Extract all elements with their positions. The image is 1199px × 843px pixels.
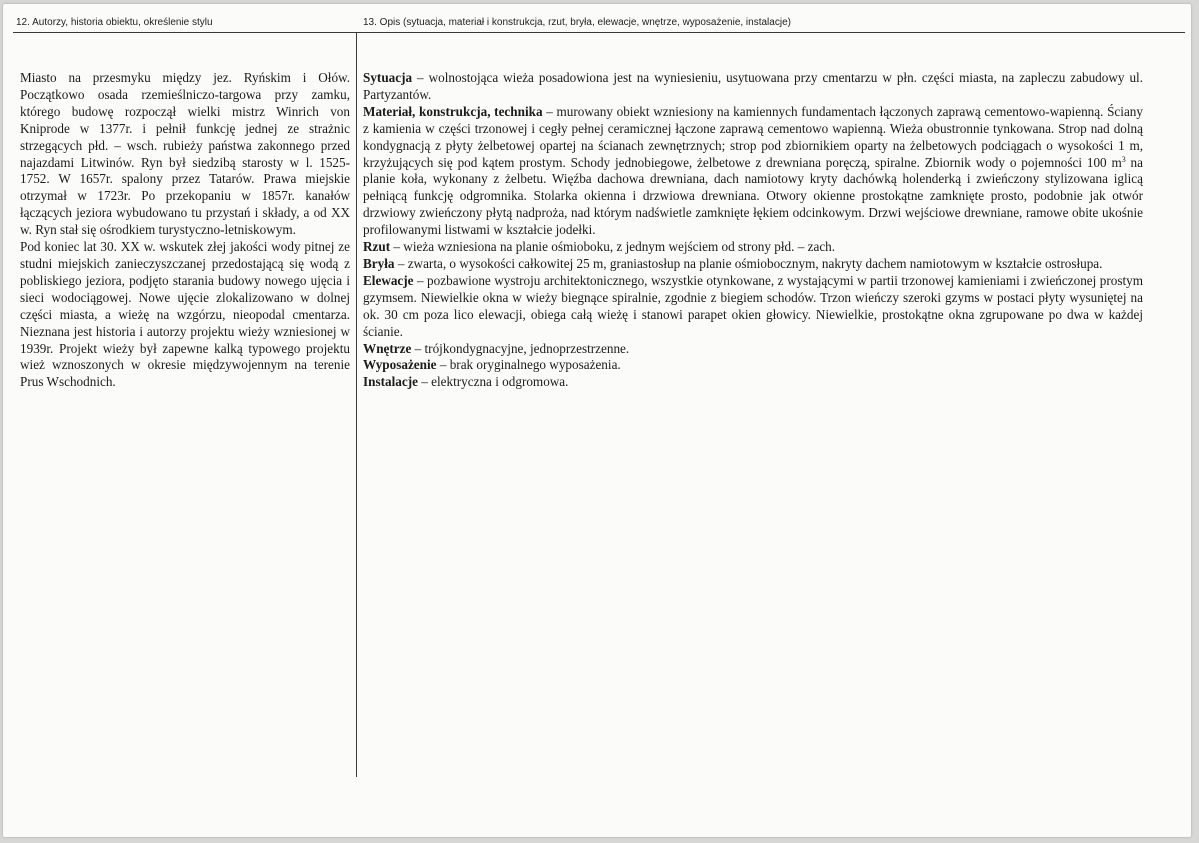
elewacje-label: Elewacje — [363, 272, 414, 288]
description-sytuacja — [363, 70, 1143, 104]
header-divider — [13, 32, 1185, 33]
wnetrze-text: – trójkondygnacyjne, jednoprzestrzenne. — [411, 340, 630, 356]
material-text-a: – murowany obiekt wzniesiony na kamiennych fundamentach łączonych zaprawą cementowo-wapienną. Ściany z kamienia w części trzonowej i cegły pełnej ceramicznej łączone zaprawą cementowo wapienną. Wieża obustronnie tynkowana. Strop nad dolną kondygnacją z płyty żelbetowej opartej na ścianach zewnętrznych; strop pod zbiornikiem oparty na żelbetowych podciągach o wysokości 1 m, krzyżujących się pod kątem prostym. Schody jednobiegowe, żelbetowe z drewniana poręczą, spiralne. Zbiornik wody o pojemności 100 m — [363, 103, 1143, 170]
history-paragraph-2: Pod koniec lat 30. XX w. wskutek złej jakości wody pitnej ze studni miejskich zanieczyszczanej przedostającą się wodą z pobliskiego jeziora, podjęto starania budowy nowego ujęcia i sieci wodociągowej. Nowe ujęcie zlokalizowano w dolnej części miasta, a wieżę na wzgórzu, nieopodal cmentarza. Nieznana jest historia i autorzy projektu wieży wzniesionej w 1939r. Projekt wieży był zapewne kalką typowego projektu wież wznoszonych w okresie międzywojennym na terenie Prus Wschodnich. — [20, 239, 350, 390]
rzut-text: – wieża wzniesiona na planie ośmioboku, z jednym wejściem od strony płd. – zach. — [390, 239, 836, 255]
description-elewacje — [363, 273, 1143, 341]
document-page — [3, 4, 1191, 837]
wnetrze-label: Wnętrze — [363, 340, 412, 356]
elewacje-text: – pozbawione wystroju architektonicznego, wszystkie otynkowane, z wystającymi w partii trzonowej kamieniami i zwieńczonej prostym gzymsem. Niewielkie okna w wieży biegnące spiralnie, zgodnie z biegiem schodów. Trzon wieńczy szeroki gzyms w postaci płyty wysuniętej na ok. 30 cm poza lico elewacji, obiega całą wieżę i stanowi parapet okien głowicy. Niewielkie, prostokątne okna zgrupowane po dwa w każdej ścianie. — [363, 272, 1143, 339]
section-13-header: 13. Opis (sytuacja, materiał i konstrukcja, rzut, bryła, elewacje, wnętrze, wyposażenie, instalacje) — [363, 17, 791, 28]
sytuacja-label: Sytuacja — [363, 70, 413, 85]
rzut-label: Rzut — [363, 239, 391, 255]
column-divider — [356, 32, 357, 777]
bryla-text: – zwarta, o wysokości całkowitej 25 m, graniastosłup na planie ośmiobocznym, nakryty dachem namiotowym w kształcie ostrosłupa. — [394, 255, 1103, 271]
description-material — [363, 104, 1143, 239]
material-label: Materiał, konstrukcja, technika — [363, 103, 543, 119]
instalacje-label: Instalacje — [363, 374, 418, 390]
description-wnetrze — [363, 341, 1143, 358]
description-rzut — [363, 239, 1143, 256]
description-wyposazenie — [363, 357, 1143, 374]
history-column — [20, 70, 350, 391]
material-text-b: na planie koła, wykonany z żelbetu. Więźba dachowa drewniana, dach namiotowy kryty dachówką holenderką i zwieńczony stylizowana iglicą pełniącą funkcję odgromnika. Stolarka okienna i drzwiowa drewniana. Otwory okienne prostokątne zamknięte prosto, podobnie jak otwór drzwiowy zwieńczony płytą nadproża, nad którym nadświetle zamknięte łękiem odcinkowym. Drzwi wejściowe drewniane, ramowe obite ukośnie profilowanymi listwami w kształcie jodełki. — [363, 154, 1143, 238]
section-12-header: 12. Autorzy, historia obiektu, określenie stylu — [16, 17, 213, 28]
instalacje-text: – elektryczna i odgromowa. — [417, 374, 569, 390]
description-instalacje — [363, 374, 1143, 391]
bryla-label: Bryła — [363, 255, 395, 271]
wyposazenie-label: Wyposażenie — [363, 357, 437, 373]
sytuacja-text: – wolnostojąca wieża posadowiona jest na wyniesieniu, usytuowana przy cmentarzu w płn. części miasta, na zapleczu zabudowy ul. Partyzantów. — [363, 70, 1143, 102]
description-bryla — [363, 256, 1143, 273]
history-paragraph-1: Miasto na przesmyku między jez. Ryńskim i Ołów. Początkowo osada rzemieślniczo-targowa przy zamku, którego budowę rozpoczął wielki mistrz Winrich von Kniprode w 1377r. i pełnił funkcję jednej ze strażnic strzegących płd. – wsch. rubieży państwa zakonnego przed najazdami Litwinów. Ryn był siedzibą starosty w l. 1525-1752. W 1657r. spalony przez Tatarów. Prawa miejskie otrzymał w 1723r. Po przekopaniu w 1857r. kanałów łączących jeziora wybudowano tu przystań i składy, a od XX w. Ryn stał się ośrodkiem turystyczno-letniskowym. — [20, 70, 350, 238]
cubic-superscript: 3 — [1121, 154, 1126, 164]
wyposazenie-text: – brak oryginalnego wyposażenia. — [436, 357, 621, 373]
description-column — [363, 70, 1143, 391]
